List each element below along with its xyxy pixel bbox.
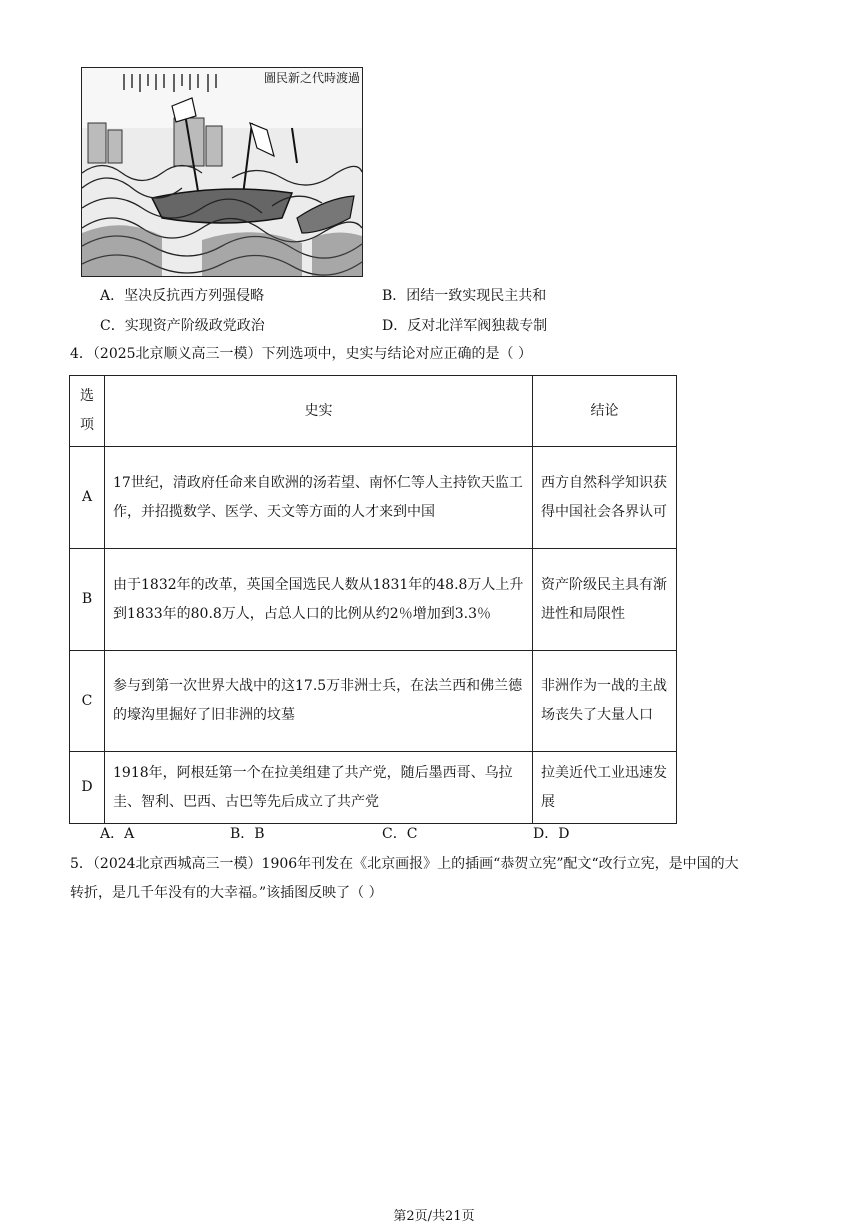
row-label: D <box>70 752 105 824</box>
table-row <box>70 651 677 752</box>
row-conclusion: 资产阶级民主具有渐进性和局限性 <box>533 549 677 651</box>
q3-option-d: D．反对北洋军阀独裁专制 <box>382 318 548 334</box>
header-fact: 史实 <box>105 376 533 447</box>
row-fact: 参与到第一次世界大战中的这17.5万非洲士兵，在法兰西和佛兰德的壕沟里掘好了旧非洲的坟墓 <box>105 651 533 752</box>
q3-option-a: A．坚决反抗西方列强侵略 <box>100 288 265 304</box>
row-conclusion: 西方自然科学知识获得中国社会各界认可 <box>533 447 677 549</box>
q3-option-b: B．团结一致实现民主共和 <box>382 288 547 304</box>
q3-option-c: C．实现资产阶级政党政治 <box>100 318 265 334</box>
q4-stem: 4．（2025北京顺义高三一模）下列选项中，史实与结论对应正确的是（ ） <box>70 346 532 362</box>
q4-answer-d: D．D <box>533 826 570 842</box>
header-option: 选项 <box>70 376 105 447</box>
header-conclusion: 结论 <box>533 376 677 447</box>
row-fact: 1918年，阿根廷第一个在拉美组建了共产党，随后墨西哥、乌拉圭、智利、巴西、古巴等先后成立了共产党 <box>105 752 533 824</box>
q4-table <box>69 375 677 824</box>
row-label: B <box>70 549 105 651</box>
q4-answer-a: A．A <box>100 826 135 842</box>
illustration-drawing <box>82 68 362 276</box>
row-label: C <box>70 651 105 752</box>
q5-stem-line1: 5．（2024北京西城高三一模）1906年刊发在《北京画报》上的插画“恭贺立宪”配文“改行立宪，是中国的大 <box>70 856 739 872</box>
row-fact: 由于1832年的改革，英国全国选民人数从1831年的48.8万人上升到1833年的80.8万人，占总人口的比例从约2％增加到3.3％ <box>105 549 533 651</box>
q4-answer-c: C．C <box>382 826 418 842</box>
woodcut-illustration <box>81 67 363 277</box>
row-label: A <box>70 447 105 549</box>
row-conclusion: 拉美近代工业迅速发展 <box>533 752 677 824</box>
q4-answer-b: B．B <box>230 826 265 842</box>
table-header-row <box>70 376 677 447</box>
table-row <box>70 447 677 549</box>
q5-stem-line2: 转折，是几千年没有的大幸福。”该插图反映了（ ） <box>70 885 383 901</box>
illustration-caption: 圖民新之代時渡過 <box>263 71 360 85</box>
page-number: 第2页/共21页 <box>393 1209 475 1224</box>
table-row <box>70 752 677 824</box>
row-fact: 17世纪，清政府任命来自欧洲的汤若望、南怀仁等人主持钦天监工作，并招揽数学、医学、天文等方面的人才来到中国 <box>105 447 533 549</box>
table-row <box>70 549 677 651</box>
row-conclusion: 非洲作为一战的主战场丧失了大量人口 <box>533 651 677 752</box>
